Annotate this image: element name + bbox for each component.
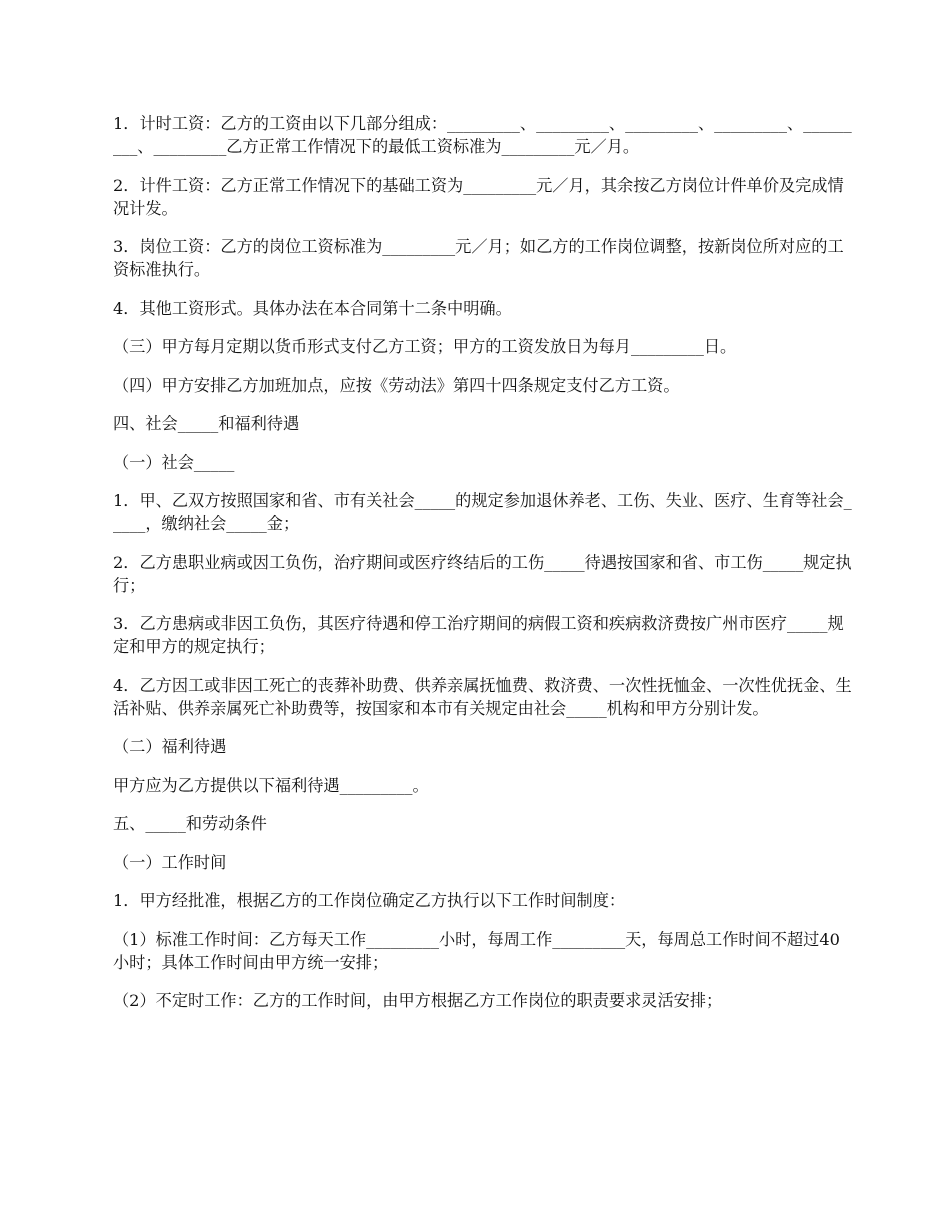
paragraph-17: 1．甲方经批准，根据乙方的工作岗位确定乙方执行以下工作时间制度： — [113, 891, 626, 910]
document-body — [113, 112, 853, 1028]
paragraph-1: 1．计时工资：乙方的工资由以下几部分组成：_________、_________、_________、_________、_________、_________乙方正常工作情况下的最低工资标准为_________元／月。 — [113, 114, 852, 156]
paragraph-14: 甲方应为乙方提供以下福利待遇_________。 — [113, 775, 429, 795]
paragraph-3: 3．岗位工资：乙方的岗位工资标准为_________元／月；如乙方的工作岗位调整，按新岗位所对应的工资标准执行。 — [113, 237, 844, 279]
subsection-heading-work-time: （一）工作时间 — [113, 852, 227, 872]
paragraph-18: （1）标准工作时间：乙方每天工作_________小时，每周工作_________天，每周总工作时间不超过40小时；具体工作时间由甲方统一安排； — [113, 929, 840, 972]
paragraph-2: 2．计件工资：乙方正常工作情况下的基础工资为_________元／月，其余按乙方岗位计件单价及完成情况计发。 — [113, 175, 844, 218]
section-heading-4: 四、社会_____和福利待遇 — [113, 414, 300, 433]
paragraph-5: （三）甲方每月定期以货币形式支付乙方工资；甲方的工资发放日为每月_________日。 — [113, 337, 737, 356]
paragraph-19: （2）不定时工作：乙方的工作时间，由甲方根据乙方工作岗位的职责要求灵活安排； — [113, 991, 723, 1010]
section-heading-5: 五、_____和劳动条件 — [113, 814, 267, 833]
paragraph-10: 2．乙方患职业病或因工负伤，治疗期间或医疗终结后的工伤_____待遇按国家和省、市工伤_____规定执行； — [113, 552, 852, 595]
paragraph-4: 4．其他工资形式。具体办法在本合同第十二条中明确。 — [113, 298, 512, 318]
paragraph-11: 3．乙方患病或非因工负伤，其医疗待遇和停工治疗期间的病假工资和疾病救济费按广州市医疗_____规定和甲方的规定执行； — [113, 614, 844, 656]
subsection-heading-1: （一）社会_____ — [113, 452, 235, 472]
subsection-heading-2: （二）福利待遇 — [113, 737, 227, 756]
paragraph-9: 1．甲、乙双方按照国家和省、市有关社会_____的规定参加退休养老、工伤、失业、医疗、生育等社会_____，缴纳社会_____金； — [113, 491, 852, 533]
paragraph-12: 4．乙方因工或非因工死亡的丧葬补助费、供养亲属抚恤费、救济费、一次性抚恤金、一次性优抚金、生活补贴、供养亲属死亡补助费等，按国家和本市有关规定由社会_____机构和甲方分别计发。 — [113, 675, 852, 718]
paragraph-6: （四）甲方安排乙方加班加点，应按《劳动法》第四十四条规定支付乙方工资。 — [113, 375, 680, 395]
